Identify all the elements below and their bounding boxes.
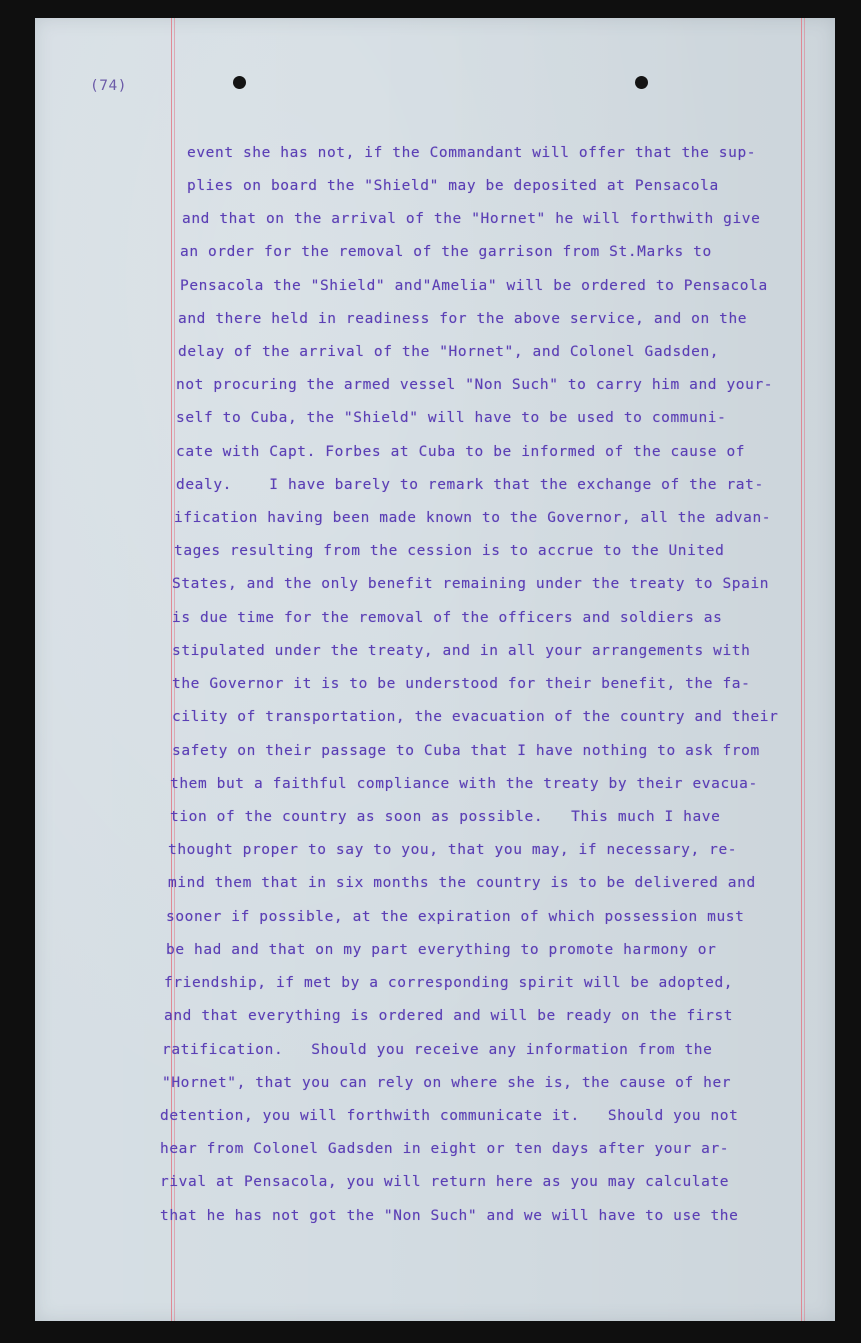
text-line: ification having been made known to the Governor, all the advan- [174, 510, 772, 526]
text-line: an order for the removal of the garrison from St.Marks to [180, 244, 712, 260]
text-line: safety on their passage to Cuba that I have nothing to ask from [172, 743, 760, 759]
text-line: not procuring the armed vessel "Non Such" to carry him and your- [176, 377, 774, 393]
right-margin-rule-inner [804, 18, 805, 1321]
text-line: event she has not, if the Commandant will offer that the sup- [187, 145, 757, 161]
text-line: detention, you will forthwith communicate it. Should you not [160, 1108, 739, 1124]
text-line: rival at Pensacola, you will return here as you may calculate [160, 1174, 730, 1190]
text-line: sooner if possible, at the expiration of which possession must [166, 909, 745, 925]
page-number: (74) [90, 78, 127, 94]
text-line: dealy. I have barely to remark that the exchange of the rat- [176, 477, 764, 493]
text-line: thought proper to say to you, that you may, if necessary, re- [168, 842, 738, 858]
text-line: cate with Capt. Forbes at Cuba to be informed of the cause of [176, 444, 746, 460]
text-line: mind them that in six months the country is to be delivered and [168, 875, 756, 891]
text-line: tion of the country as soon as possible. This much I have [170, 809, 721, 825]
text-line: the Governor it is to be understood for their benefit, the fa- [172, 676, 751, 692]
text-line: be had and that on my part everything to promote harmony or [166, 942, 717, 958]
text-line: is due time for the removal of the officers and soldiers as [172, 610, 723, 626]
text-line: ratification. Should you receive any information from the [162, 1042, 713, 1058]
text-line: stipulated under the treaty, and in all your arrangements with [172, 643, 751, 659]
punch-hole-right [635, 76, 648, 89]
text-line: "Hornet", that you can rely on where she is, the cause of her [162, 1075, 732, 1091]
text-line: that he has not got the "Non Such" and we will have to use the [160, 1208, 739, 1224]
text-line: friendship, if met by a corresponding spirit will be adopted, [164, 975, 734, 991]
text-line: tages resulting from the cession is to accrue to the United [174, 543, 725, 559]
left-margin-rule-inner [174, 18, 175, 1321]
text-line: and that everything is ordered and will be ready on the first [164, 1008, 734, 1024]
document-page [35, 18, 835, 1321]
text-line: self to Cuba, the "Shield" will have to be used to communi- [176, 410, 727, 426]
text-line: delay of the arrival of the "Hornet", and Colonel Gadsden, [178, 344, 720, 360]
text-line: and that on the arrival of the "Hornet" he will forthwith give [182, 211, 761, 227]
left-margin-rule [171, 18, 172, 1321]
text-line: hear from Colonel Gadsden in eight or ten days after your ar- [160, 1141, 730, 1157]
text-line: Pensacola the "Shield" and"Amelia" will be ordered to Pensacola [180, 278, 768, 294]
text-line: States, and the only benefit remaining under the treaty to Spain [172, 576, 770, 592]
punch-hole-left [233, 76, 246, 89]
text-line: cility of transportation, the evacuation of the country and their [172, 709, 779, 725]
text-line: and there held in readiness for the above service, and on the [178, 311, 748, 327]
text-line: them but a faithful compliance with the treaty by their evacua- [170, 776, 758, 792]
text-line: plies on board the "Shield" may be deposited at Pensacola [187, 178, 719, 194]
right-margin-rule [801, 18, 802, 1321]
